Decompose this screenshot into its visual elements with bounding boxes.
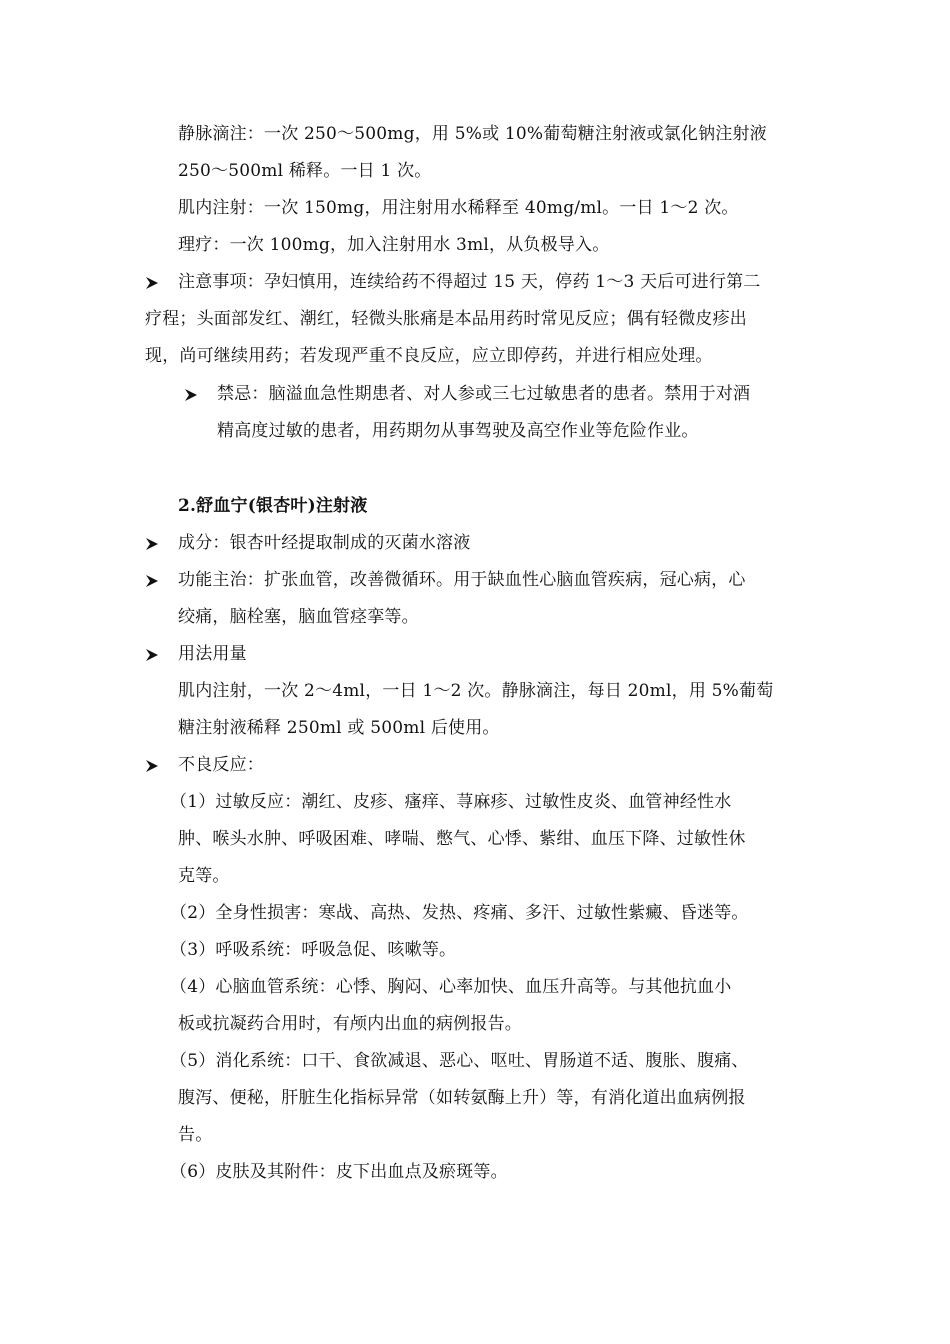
- arrow-bullet-icon: [145, 537, 159, 551]
- usage-heading: 用法用量: [178, 644, 247, 664]
- contraindications-line-1: 禁忌：脑溢血急性期患者、对人参或三七过敏患者的患者。禁用于对酒: [217, 384, 751, 404]
- section-heading: 2.舒血宁(银杏叶)注射液: [178, 496, 368, 516]
- adverse-1-line-2: 肿、喉头水肿、呼吸困难、哮喘、憋气、心悸、紫绀、血压下降、过敏性休: [178, 829, 746, 849]
- adverse-4-line-2: 板或抗凝药合用时，有颅内出血的病例报告。: [178, 1014, 522, 1034]
- adverse-5-line-2: 腹泻、便秘，肝脏生化指标异常（如转氨酶上升）等，有消化道出血病例报: [178, 1088, 746, 1108]
- adverse-4-line-1: （4）心脑血管系统：心悸、胸闷、心率加快、血压升高等。与其他抗血小: [170, 977, 732, 997]
- arrow-bullet-icon: [145, 574, 159, 588]
- arrow-bullet-icon: [145, 759, 159, 773]
- adverse-3-line: （3）呼吸系统：呼吸急促、咳嗽等。: [170, 940, 457, 960]
- adverse-heading: 不良反应：: [178, 755, 264, 775]
- physiotherapy-line: 理疗：一次 100mg，加入注射用水 3ml，从负极导入。: [178, 235, 610, 255]
- precautions-line-2: 疗程；头面部发红、潮红，轻微头胀痛是本品用药时常见反应；偶有轻微皮疹出: [145, 309, 747, 329]
- precautions-line-3: 现，尚可继续用药；若发现严重不良反应，应立即停药，并进行相应处理。: [145, 346, 713, 366]
- indications-line-2: 绞痛，脑栓塞，脑血管痉挛等。: [178, 607, 419, 627]
- arrow-bullet-icon: [184, 388, 198, 402]
- adverse-5-line-1: （5）消化系统：口干、食欲减退、恶心、呕吐、胃肠道不适、腹胀、腹痛、: [170, 1051, 749, 1071]
- iv-drip-line-1: 静脉滴注：一次 250～500mg，用 5%或 10%葡萄糖注射液或氯化钠注射液: [178, 124, 767, 144]
- usage-line-1: 肌内注射，一次 2～4ml，一日 1～2 次。静脉滴注，每日 20ml，用 5%葡萄: [178, 681, 774, 701]
- adverse-6-line: （6）皮肤及其附件：皮下出血点及瘀斑等。: [170, 1162, 508, 1182]
- arrow-bullet-icon: [145, 648, 159, 662]
- im-injection-line: 肌内注射：一次 150mg，用注射用水稀释至 40mg/ml。一日 1～2 次。: [178, 198, 739, 218]
- adverse-5-line-3: 告。: [178, 1125, 213, 1145]
- adverse-1-line-1: （1）过敏反应：潮红、皮疹、瘙痒、荨麻疹、过敏性皮炎、血管神经性水: [170, 792, 732, 812]
- contraindications-line-2: 精高度过敏的患者，用药期勿从事驾驶及高空作业等危险作业。: [217, 421, 699, 441]
- adverse-1-line-3: 克等。: [178, 866, 230, 886]
- indications-line-1: 功能主治：扩张血管，改善微循环。用于缺血性心脑血管疾病，冠心病，心: [178, 570, 746, 590]
- usage-line-2: 糖注射液稀释 250ml 或 500ml 后使用。: [178, 718, 500, 738]
- iv-drip-line-2: 250～500ml 稀释。一日 1 次。: [178, 161, 432, 181]
- composition-line: 成分：银杏叶经提取制成的灭菌水溶液: [178, 533, 471, 553]
- adverse-2-line: （2）全身性损害：寒战、高热、发热、疼痛、多汗、过敏性紫癜、昏迷等。: [170, 903, 749, 923]
- precautions-line-1: 注意事项：孕妇慎用，连续给药不得超过 15 天，停药 1～3 天后可进行第二: [178, 272, 761, 292]
- arrow-bullet-icon: [145, 276, 159, 290]
